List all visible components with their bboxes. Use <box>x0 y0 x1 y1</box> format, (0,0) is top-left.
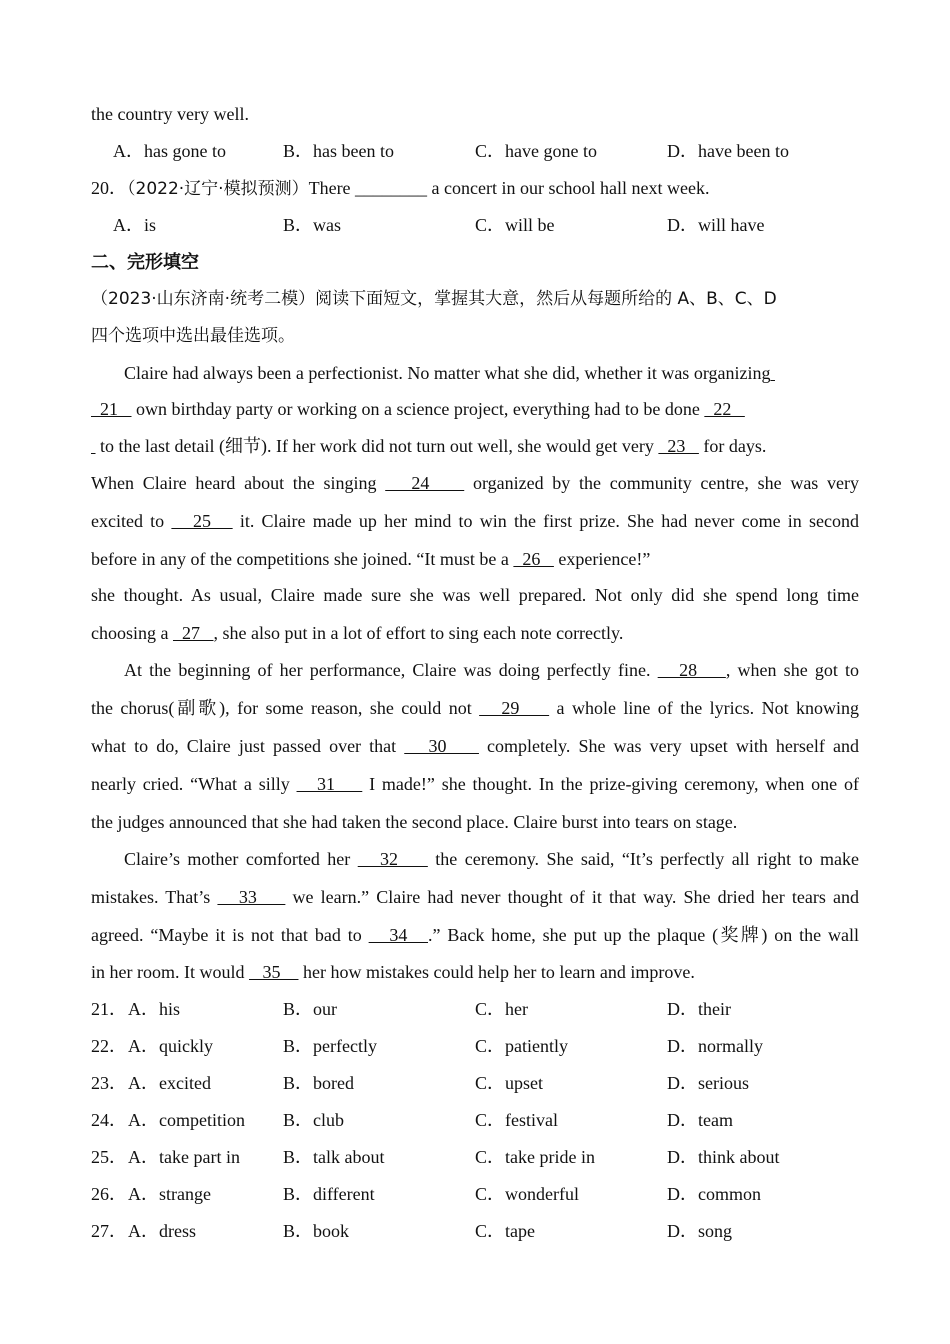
p2-line2-text1: the chorus(副歌), for some reason, she could not <box>91 698 480 718</box>
answer-option-b: B．different <box>283 1184 375 1204</box>
p1-line2 <box>91 397 859 421</box>
q19-option-c: C．have gone to <box>475 141 597 161</box>
answer-option-b: B．club <box>283 1110 344 1130</box>
p1-line3-text1: to the last detail (细节). If her work did not turn out well, she would get very <box>95 436 659 456</box>
p3-line4-text2: her how mistakes could help her to learn and improve. <box>298 962 695 982</box>
p3-line1-text1: Claire’s mother comforted her <box>124 849 358 869</box>
answer-number: 25． <box>91 1147 127 1167</box>
answer-option-c: C．wonderful <box>475 1184 579 1204</box>
blank-21: 21 <box>91 399 132 419</box>
answer-option-a: A．competition <box>128 1110 245 1130</box>
answer-option-a: A．his <box>128 999 181 1019</box>
q19-option-b: B．has been to <box>283 141 394 161</box>
q20-option-d: D．will have <box>667 215 765 235</box>
p1-line6-text1: before in any of the competitions she joined. “It must be a <box>91 549 514 569</box>
p1-line5-text2: it. Claire made up her mind to win the first prize. She had never come in second <box>232 511 859 531</box>
p3-line2-text1: mistakes. That’s <box>91 887 218 907</box>
answer-option-c: C．take pride in <box>475 1147 595 1167</box>
p2-line3-text1: what to do, Claire just passed over that <box>91 736 405 756</box>
answer-option-d: D．normally <box>667 1036 763 1056</box>
answer-option-d: D．song <box>667 1221 733 1241</box>
answer-option-b: B．bored <box>283 1073 354 1093</box>
blank-32: 32 <box>357 849 428 869</box>
p2-line5: the judges announced that she had taken the second place. Claire burst into tears on stage. <box>91 812 738 832</box>
p1-line5 <box>91 509 859 533</box>
answer-row-21 <box>0 997 950 1021</box>
answer-option-c: C．her <box>475 999 528 1019</box>
p1-line8 <box>91 621 859 645</box>
q20-stem <box>91 176 859 201</box>
p1-line7: she thought. As usual, Claire made sure she was well prepared. Not only did she spend long time <box>91 585 859 605</box>
p1-line8-text1: choosing a <box>91 623 173 643</box>
q19-tail: the country very well. <box>91 104 249 124</box>
answer-option-c: C．upset <box>475 1073 544 1093</box>
q20-option-a: A．is <box>113 215 157 235</box>
answer-option-c: C．tape <box>475 1221 535 1241</box>
p2-line3-text2: completely. She was very upset with herself and <box>478 736 859 756</box>
p1-line4-text1: When Claire heard about the singing <box>91 473 386 493</box>
q19-option-a: A．has gone to <box>113 141 226 161</box>
p2-line4 <box>91 772 859 796</box>
q20-option-c: C．will be <box>475 215 555 235</box>
answer-option-d: D．common <box>667 1184 761 1204</box>
q20-option-b: B．was <box>283 215 341 235</box>
answer-option-c: C．festival <box>475 1110 558 1130</box>
blank-26: 26 <box>513 549 554 569</box>
p1-line8-text2: , she also put in a lot of effort to sing each note correctly. <box>213 623 624 643</box>
answer-option-a: A．excited <box>128 1073 211 1093</box>
q19-options <box>0 139 950 163</box>
p2-line2 <box>91 696 859 720</box>
p1-line2-text: own birthday party or working on a science project, everything had to be done <box>131 399 705 419</box>
q20-options <box>0 213 950 237</box>
p1-line4-text2: organized by the community centre, she was very <box>464 473 860 493</box>
q20-source: （2022·辽宁·模拟预测） <box>127 179 309 199</box>
q20-text-after: a concert in our school hall next week. <box>427 178 710 198</box>
blank-27: 27 <box>172 623 214 643</box>
answer-option-b: B．perfectly <box>283 1036 377 1056</box>
blank-29: 29 <box>479 698 550 718</box>
blank-31: 31 <box>296 774 363 794</box>
p3-line2 <box>91 885 859 909</box>
q19-option-d: D．have been to <box>667 141 789 161</box>
p2-line4-text2: I made!” she thought. In the prize-giving ceremony, when one of <box>362 774 859 794</box>
p3-line3-text2: .” Back home, she put up the plaque (奖牌) on the wall <box>428 925 859 945</box>
p1-line3 <box>91 434 859 458</box>
answer-row-22 <box>0 1034 950 1058</box>
blank-22: 22 <box>704 399 745 419</box>
answer-row-26 <box>0 1182 950 1206</box>
p3-line1 <box>124 847 859 871</box>
q20-blank: ________ <box>355 178 428 198</box>
answer-option-d: D．serious <box>667 1073 749 1093</box>
answer-number: 23． <box>91 1073 127 1093</box>
answer-option-a: A．take part in <box>128 1147 240 1167</box>
answer-number: 24． <box>91 1110 127 1130</box>
p3-line1-text2: the ceremony. She said, “It’s perfectly all right to make <box>427 849 859 869</box>
answer-option-a: A．dress <box>128 1221 196 1241</box>
blank-34: 34 <box>368 925 429 945</box>
p1-line6 <box>91 547 859 571</box>
answer-option-b: B．our <box>283 999 337 1019</box>
answer-option-d: D．think about <box>667 1147 780 1167</box>
p3-line4 <box>91 960 859 984</box>
answer-option-a: A．quickly <box>128 1036 213 1056</box>
blank-23: 23 <box>658 436 699 456</box>
section-instruction-line2: 四个选项中选出最佳选项。 <box>91 326 295 346</box>
p3-line3 <box>91 923 859 947</box>
q20-number: 20． <box>91 178 127 198</box>
p1-line6-text2: experience!” <box>553 549 651 569</box>
blank-35: 35 <box>248 962 299 982</box>
p1-line1 <box>124 361 859 385</box>
blank-24: 24 <box>385 473 465 493</box>
answer-row-23 <box>0 1071 950 1095</box>
q20-text-before: There <box>308 178 356 198</box>
p1-line1-blank <box>770 363 775 383</box>
answer-number: 21． <box>91 999 127 1019</box>
answer-number: 26． <box>91 1184 127 1204</box>
answer-option-d: D．their <box>667 999 731 1019</box>
answer-number: 27． <box>91 1221 127 1241</box>
answer-option-b: B．book <box>283 1221 350 1241</box>
section-title: 二、完形填空 <box>91 252 199 273</box>
p2-line1-text1: At the beginning of her performance, Claire was doing perfectly fine. <box>124 660 658 680</box>
section-instruction-line1: （2023·山东济南·统考二模）阅读下面短文，掌握其大意，然后从每题所给的 A、B、C、D <box>91 289 777 309</box>
p1-line3-text2: for days. <box>698 436 767 456</box>
answer-option-a: A．strange <box>128 1184 211 1204</box>
p2-line1-text2: , when she got to <box>725 660 860 680</box>
p3-line4-text1: in her room. It would <box>91 962 249 982</box>
answer-option-c: C．patiently <box>475 1036 568 1056</box>
blank-33: 33 <box>217 887 286 907</box>
answer-row-25 <box>0 1145 950 1169</box>
p2-line4-text1: nearly cried. “What a silly <box>91 774 297 794</box>
p1-line5-text1: excited to <box>91 511 172 531</box>
p1-line4 <box>91 471 859 495</box>
answer-row-27 <box>0 1219 950 1243</box>
answer-option-b: B．talk about <box>283 1147 385 1167</box>
p2-line1 <box>124 658 859 682</box>
blank-28: 28 <box>657 660 726 680</box>
blank-30: 30 <box>404 736 479 756</box>
p3-line2-text2: we learn.” Claire had never thought of it that way. She dried her tears and <box>285 887 860 907</box>
p2-line3 <box>91 734 859 758</box>
p2-line2-text2: a whole line of the lyrics. Not knowing <box>549 698 859 718</box>
blank-25: 25 <box>171 511 233 531</box>
answer-option-d: D．team <box>667 1110 733 1130</box>
answer-row-24 <box>0 1108 950 1132</box>
p1-line1-text: Claire had always been a perfectionist. No matter what she did, whether it was organizing <box>124 363 771 383</box>
answer-number: 22． <box>91 1036 127 1056</box>
p3-line3-text1: agreed. “Maybe it is not that bad to <box>91 925 369 945</box>
